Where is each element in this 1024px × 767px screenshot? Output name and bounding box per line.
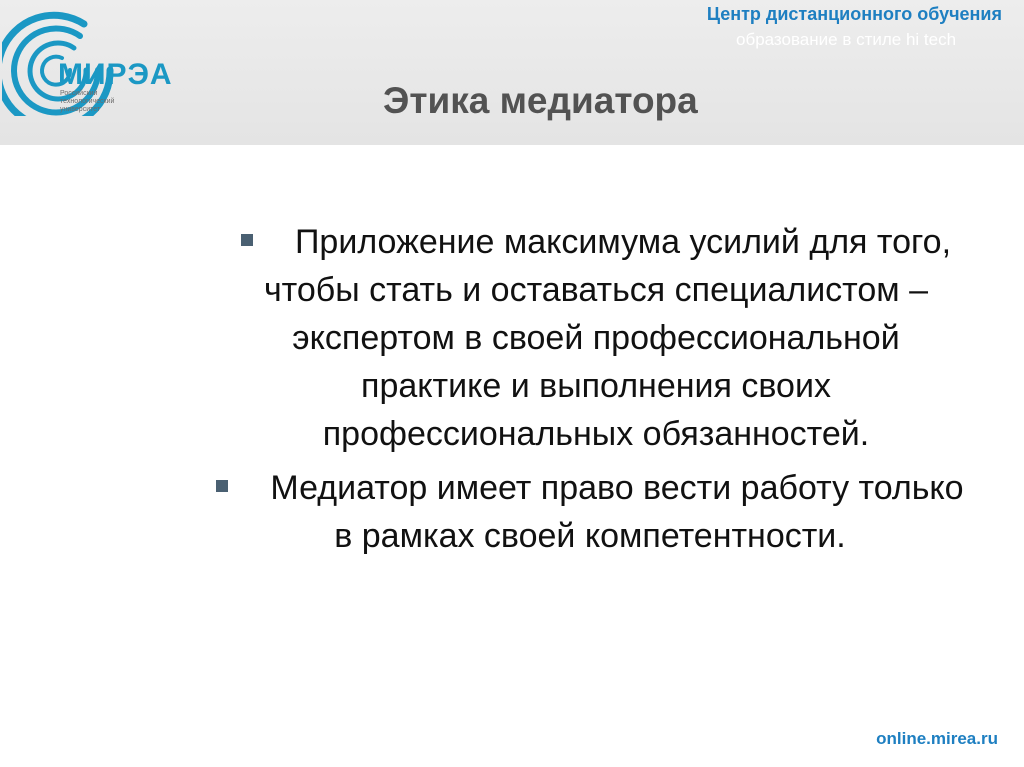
bullet-item	[210, 464, 970, 560]
slide-title: Этика медиатора	[383, 80, 698, 121]
square-bullet-icon	[241, 234, 253, 246]
bullet-item	[226, 218, 966, 458]
footer-link[interactable]: online.mirea.ru	[876, 729, 998, 748]
mirea-logo	[2, 6, 192, 116]
logo-name: МИРЭА	[58, 58, 173, 91]
slide-content	[200, 218, 1000, 566]
square-bullet-icon	[216, 480, 228, 492]
center-subtitle: образование в стиле hi tech	[736, 30, 957, 49]
bullet-text: Медиатор имеет право вести работу только в рамках своей компетентности.	[270, 469, 964, 555]
logo-subtitle: Российский технологический университет	[60, 90, 115, 113]
bullet-text: Приложение максимума усилий для того, чтобы стать и оставаться специалистом – экспертом в своей профессиональной практике и выполнения своих профессиональных обязанностей.	[263, 223, 952, 453]
center-title: Центр дистанционного обучения	[706, 4, 1002, 24]
